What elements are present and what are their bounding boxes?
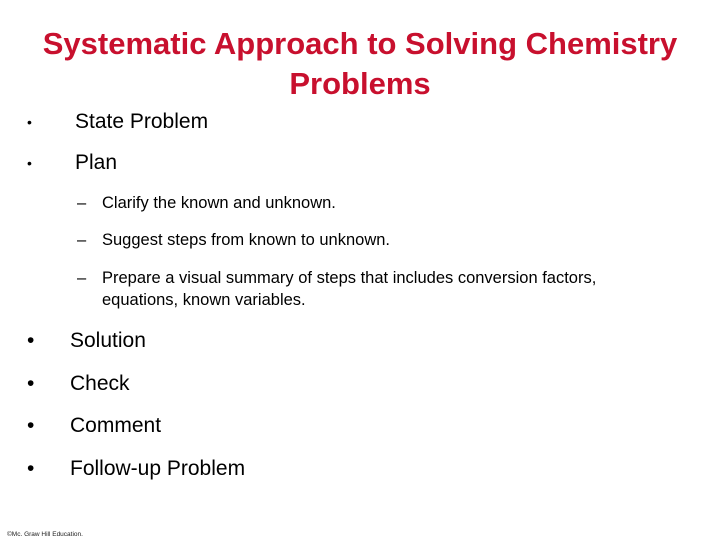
subitem-label: Suggest steps from known to unknown. (102, 231, 390, 249)
bullet-label: State Problem (75, 110, 209, 133)
subitem-label: Clarify the known and unknown. (102, 194, 336, 212)
bullet-label: Follow-up Problem (70, 457, 246, 480)
bullet-icon: • (27, 414, 35, 437)
copyright-footer: ©Mc. Graw Hill Education. (7, 531, 83, 538)
slide-title: Systematic Approach to Solving Chemistry Problems (42, 26, 678, 101)
bullet-icon: • (27, 329, 35, 352)
bullet-icon: • (27, 372, 35, 395)
bullet-icon: • (27, 155, 32, 171)
dash-icon: – (77, 194, 87, 212)
bullet-label: Solution (70, 329, 146, 352)
bullet-icon: • (27, 114, 32, 130)
bullet-label: Comment (70, 414, 162, 437)
bullet-label: Check (70, 372, 130, 395)
subitem-label: Prepare a visual summary of steps that includes conversion factors, equations, known variables. (102, 269, 597, 309)
bullet-label: Plan (75, 151, 118, 174)
dash-icon: – (77, 231, 87, 249)
dash-icon: – (77, 269, 87, 287)
bullet-icon: • (27, 457, 35, 480)
